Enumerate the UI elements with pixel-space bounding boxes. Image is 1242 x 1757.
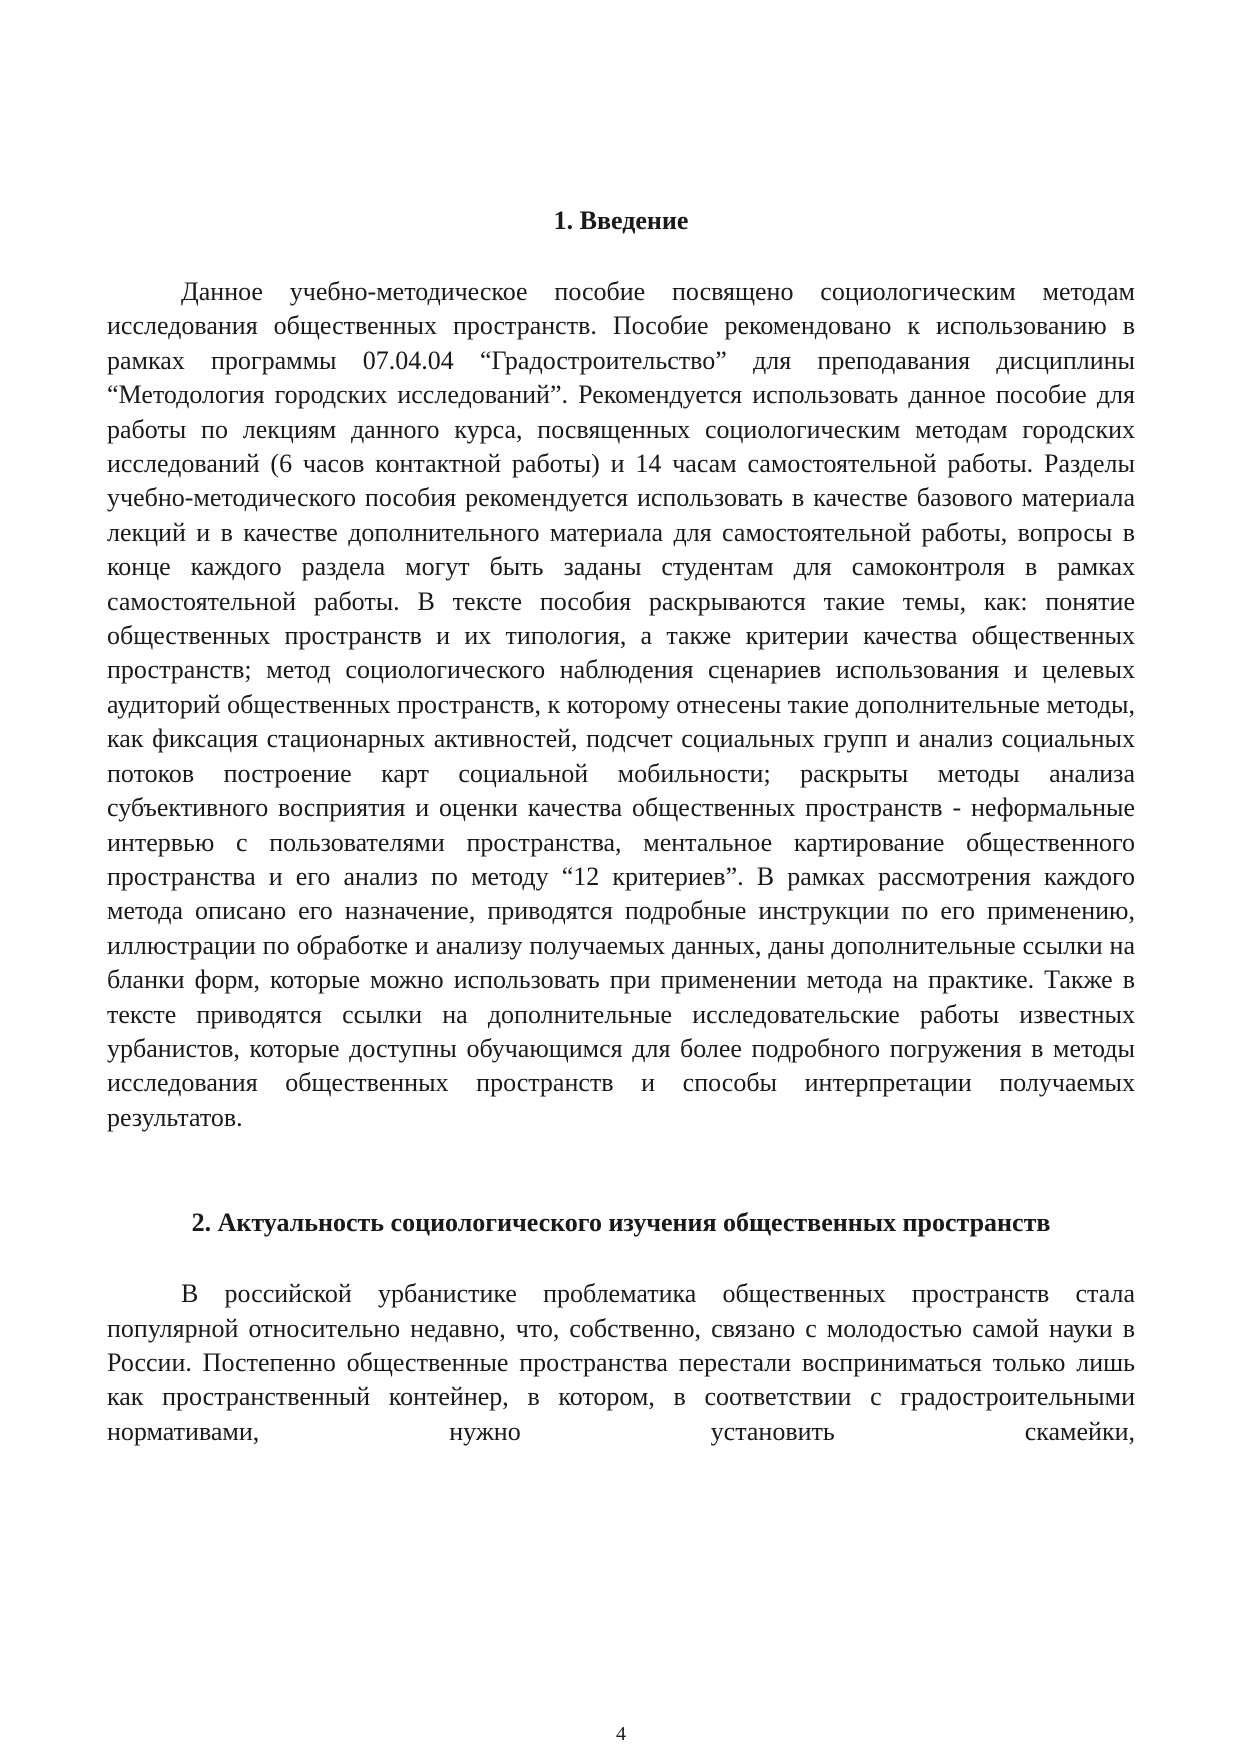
introduction-paragraph: Данное учебно-методическое пособие посвящено социологическим методам исследования общественных пространств. Пособие рекомендовано к использованию в рамках программы 07.04.04 “Градостроительство” для преподавания дисциплины “Методология городских исследований”. Рекомендуется использовать данное пособие для работы по лекциям данного курса, посвященных социологическим методам городских исследований (6 часов контактной работы) и 14 часам самостоятельной работы. Разделы учебно-методического пособия рекомендуется использовать в качестве базового материала лекций и в качестве дополнительного материала для самостоятельной работы, вопросы в конце каждого раздела могут быть заданы студентам для самоконтроля в рамках самостоятельной работы. В тексте пособия раскрываются такие темы, как: понятие общественных пространств и их типология, а также критерии качества общественных пространств; метод социологического наблюдения сценариев использования и целевых аудиторий общественных пространств, к которому отнесены такие дополнительные методы, как фиксация стационарных активностей, подсчет социальных групп и анализ социальных потоков построение карт социальной мобильности; раскрыты методы анализа субъективного восприятия и оценки качества общественных пространств - неформальные интервью с пользователями пространства, ментальное картирование общественного пространства и его анализ по методу “12 критериев”. В рамках рассмотрения каждого метода описано его назначение, приводятся подробные инструкции по его применению, иллюстрации по обработке и анализу получаемых данных, даны дополнительные ссылки на бланки форм, которые можно использовать при применении метода на практике. Также в тексте приводятся ссылки на дополнительные исследовательские работы известных урбанистов, которые доступны обучающимся для более подробного погружения в методы исследования общественных пространств и способы интерпретации получаемых результатов. xyxy=(107,277,1135,1132)
section-heading-introduction: 1. Введение xyxy=(553,206,689,235)
section-heading-relevance: 2. Актуальность социологического изучения общественных пространств xyxy=(191,1208,1051,1238)
page-content xyxy=(107,205,1135,1449)
page-number: 4 xyxy=(616,1723,626,1745)
relevance-paragraph: В российской урбанистике проблематика общественных пространств стала популярной относительно недавно, что, собственно, связано с молодостью самой науки в России. Постепенно общественные пространства перестали восприниматься только лишь как пространственный контейнер, в котором, в соответствии с градостроительными нормативами, нужно установить скамейки, xyxy=(107,1279,1135,1446)
